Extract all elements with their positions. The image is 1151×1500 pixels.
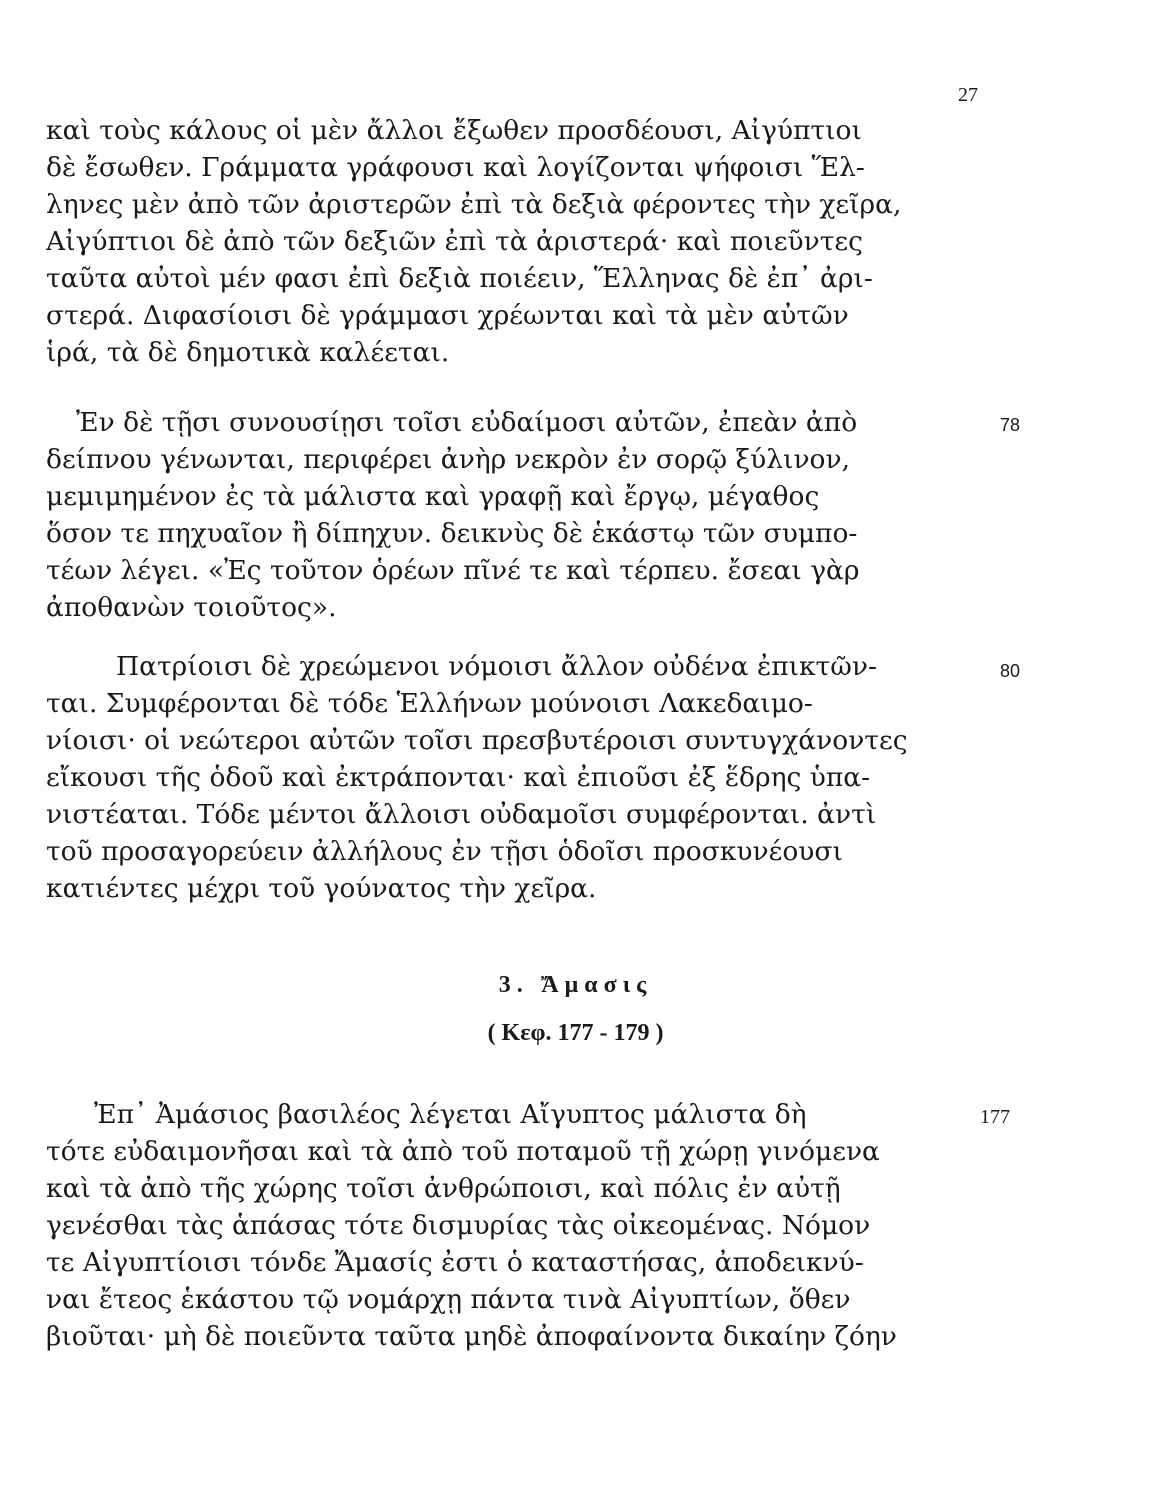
text-line: Αἰγύπτιοι δὲ ἀπὸ τῶν δεξιῶν ἐπὶ τὰ ἀριστερά· καὶ ποιεῦντες bbox=[46, 226, 863, 257]
text-line: δείπνου γένωνται, περιφέρει ἀνὴρ νεκρὸν ἐν σορῷ ξύλινον, bbox=[46, 444, 851, 475]
text-line: ναι ἔτεος ἑκάστου τῷ νομάρχῃ πάντα τινὰ Αἰγυπτίων, ὅθεν bbox=[46, 1284, 851, 1315]
text-line: καὶ τοὺς κάλους οἱ μὲν ἄλλοι ἔξωθεν προσδέουσι, Αἰγύπτιοι bbox=[46, 115, 862, 146]
text-line: στερά. Διφασίοισι δὲ γράμμασι χρέωνται καὶ τὰ μὲν αὐτῶν bbox=[46, 300, 849, 331]
page-number: 27 bbox=[958, 84, 978, 106]
text-line: γενέσθαι τὰς ἁπάσας τότε δισμυρίας τὰς οἰκεομένας. Νόμον bbox=[46, 1210, 871, 1241]
text-line: εἴκουσι τῆς ὁδοῦ καὶ ἐκτράπονται· καὶ ἐπιοῦσι ἐξ ἕδρης ὑπα- bbox=[46, 762, 871, 793]
text-line: τότε εὐδαιμονῆσαι καὶ τὰ ἀπὸ τοῦ ποταμοῦ τῇ χώρῃ γινόμενα bbox=[46, 1136, 880, 1167]
section-title bbox=[0, 972, 1151, 999]
paragraph-1 bbox=[46, 112, 981, 371]
section-title-text: 3. Ἄμασις bbox=[498, 972, 653, 998]
margin-chapter-number: 78 bbox=[1000, 415, 1021, 435]
text-line: Πατρίοισι δὲ χρεώμενοι νόμοισι ἄλλον οὐδένα ἐπικτῶν- bbox=[116, 651, 877, 682]
section-subtitle: ( Κεφ. 177 - 179 ) bbox=[487, 1020, 664, 1046]
text-line: ἱρά, τὰ δὲ δημοτικὰ καλέεται. bbox=[46, 337, 450, 368]
text-line: Ἐν δὲ τῇσι συνουσίῃσι τοῖσι εὐδαίμοσι αὐτῶν, ἐπεὰν ἀπὸ bbox=[76, 407, 858, 438]
text-line: βιοῦται· μὴ δὲ ποιεῦντα ταῦτα μηδὲ ἀποφαίνοντα δικαίην ζόην bbox=[46, 1321, 897, 1352]
text-line: ληνες μὲν ἀπὸ τῶν ἀριστερῶν ἐπὶ τὰ δεξιὰ φέροντες τὴν χεῖρα, bbox=[46, 189, 902, 220]
text-line: δὲ ἔσωθεν. Γράμματα γράφουσι καὶ λογίζονται ψήφοισι Ἕλ- bbox=[46, 152, 865, 183]
text-line: τε Αἰγυπτίοισι τόνδε Ἄμασίς ἐστι ὁ καταστήσας, ἀποδεικνύ- bbox=[46, 1247, 864, 1278]
text-line: ται. Συμφέρονται δὲ τόδε Ἑλλήνων μούνοισι Λακεδαιμο- bbox=[46, 688, 813, 719]
text-line: Ἐπ᾽ Ἀμάσιος βασιλέος λέγεται Αἴγυπτος μάλιστα δὴ bbox=[94, 1099, 807, 1130]
margin-chapter-number: 177 bbox=[980, 1106, 1010, 1128]
paragraph-2 bbox=[46, 404, 981, 626]
text-line: ταῦτα αὐτοὶ μέν φασι ἐπὶ δεξιὰ ποιέειν, Ἕλληνας δὲ ἐπ᾽ ἀρι- bbox=[46, 263, 873, 294]
margin-chapter-number: 80 bbox=[1000, 661, 1021, 681]
text-line: τοῦ προσαγορεύειν ἀλλήλους ἐν τῇσι ὁδοῖσι προσκυνέουσι bbox=[46, 836, 843, 867]
text-line: τέων λέγει. «Ἐς τοῦτον ὁρέων πῖνέ τε καὶ τέρπευ. ἔσεαι γὰρ bbox=[46, 555, 860, 586]
text-line: νιστέαται. Τόδε μέντοι ἄλλοισι οὐδαμοῖσι συμφέρονται. ἀντὶ bbox=[46, 799, 877, 830]
text-line: ὅσον τε πηχυαῖον ἢ δίπηχυν. δεικνὺς δὲ ἑκάστῳ τῶν συμπο- bbox=[46, 518, 858, 549]
paragraph-3 bbox=[46, 648, 981, 907]
text-line: νίοισι· οἱ νεώτεροι αὐτῶν τοῖσι πρεσβυτέροισι συντυγχάνοντες bbox=[46, 725, 908, 756]
text-line: κατιέντες μέχρι τοῦ γούνατος τὴν χεῖρα. bbox=[46, 873, 597, 904]
text-line: ἀποθανὼν τοιοῦτος». bbox=[46, 592, 337, 623]
paragraph-4 bbox=[46, 1096, 981, 1355]
text-line: μεμιμημένον ἐς τὰ μάλιστα καὶ γραφῇ καὶ ἔργῳ, μέγαθος bbox=[46, 481, 820, 512]
text-line: καὶ τὰ ἀπὸ τῆς χώρης τοῖσι ἀνθρώποισι, καὶ πόλις ἐν αὐτῇ bbox=[46, 1173, 841, 1204]
